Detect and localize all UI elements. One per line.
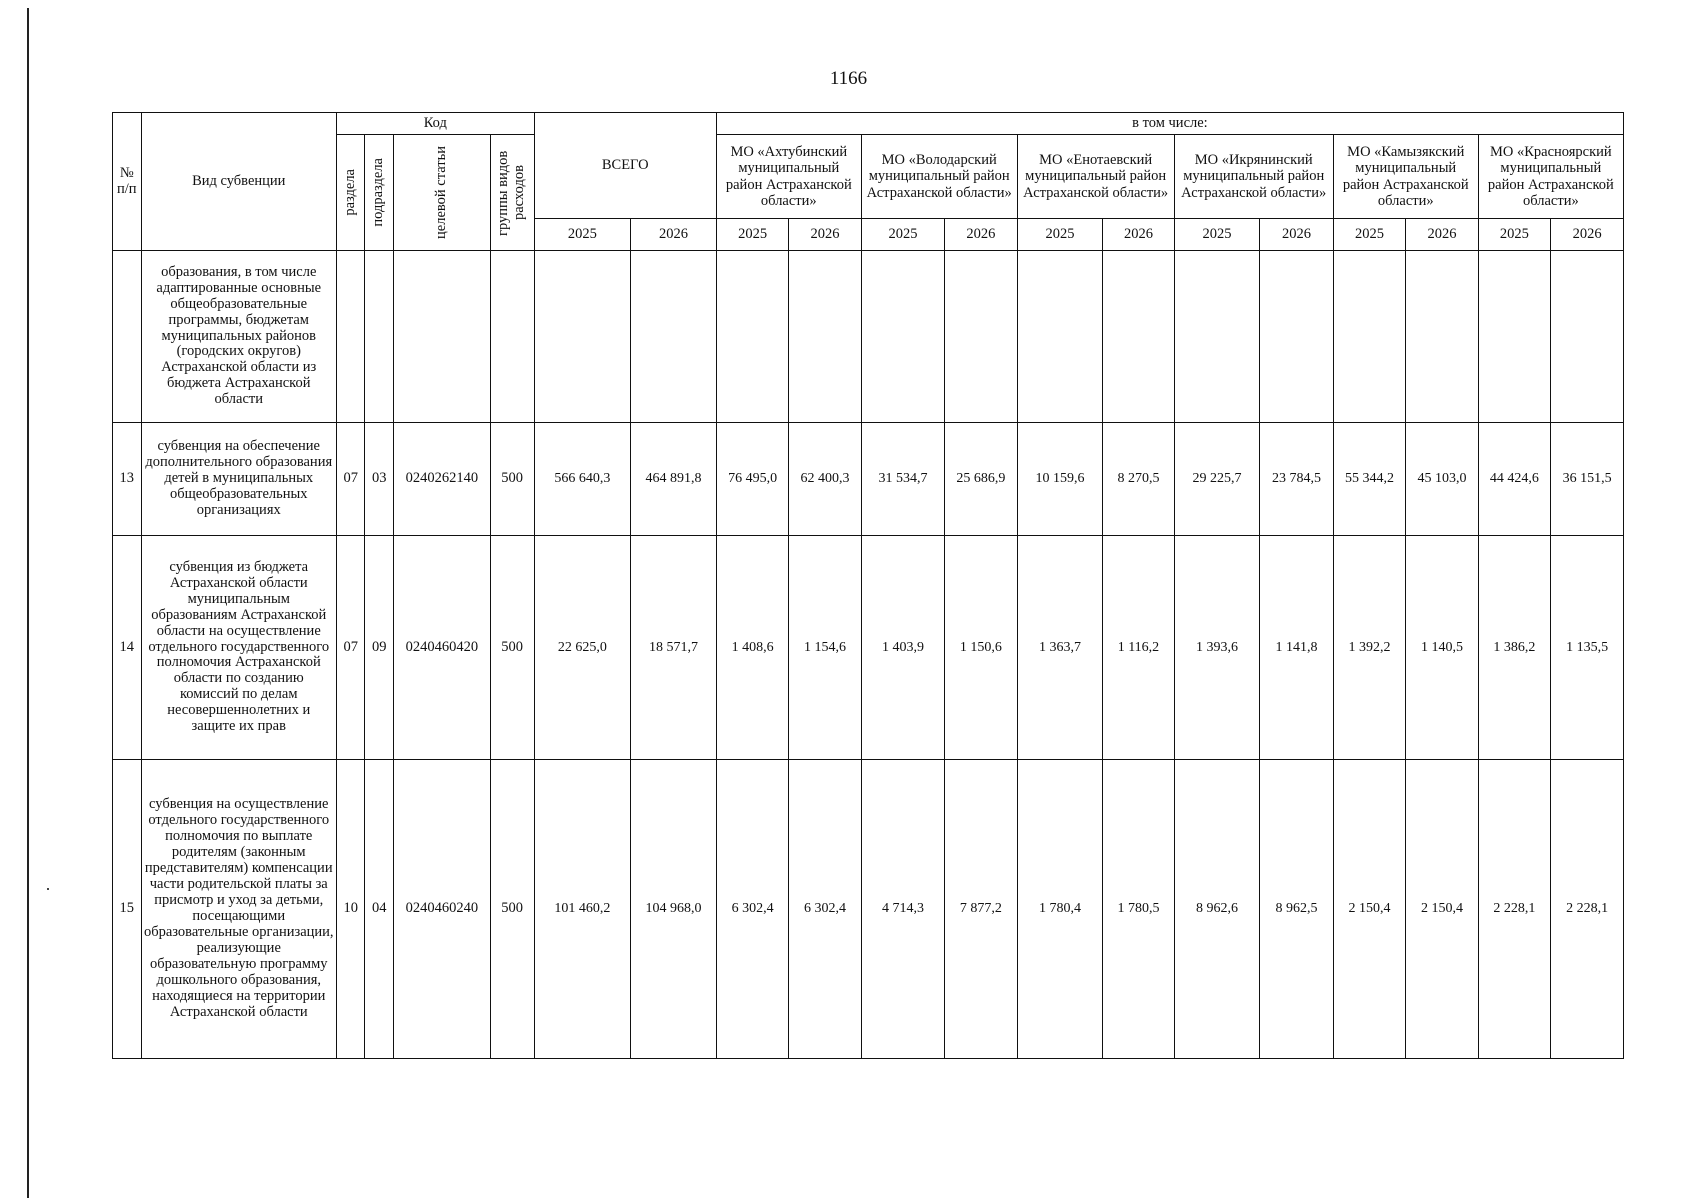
row-group: 500	[490, 536, 534, 760]
row-target: 0240262140	[394, 423, 491, 536]
header-code-target: целевой статьи	[394, 135, 491, 251]
row-target: 0240460240	[394, 760, 491, 1059]
value-cell: 10 159,6	[1017, 423, 1103, 536]
value-cell: 2 228,1	[1478, 760, 1550, 1059]
value-cell: 464 891,8	[631, 423, 717, 536]
row-no: 15	[113, 760, 142, 1059]
value-cell: 29 225,7	[1174, 423, 1260, 536]
row-section: 10	[336, 760, 365, 1059]
value-cell: 76 495,0	[716, 423, 788, 536]
value-cell: 45 103,0	[1406, 423, 1478, 536]
row-section: 07	[336, 423, 365, 536]
header-year: 2026	[1551, 219, 1624, 251]
row-no: 13	[113, 423, 142, 536]
value-cell: 8 962,6	[1174, 760, 1260, 1059]
header-including: в том числе:	[716, 113, 1623, 135]
value-cell: 18 571,7	[631, 536, 717, 760]
header-year: 2025	[861, 219, 944, 251]
value-cell: 1 140,5	[1406, 536, 1478, 760]
header-mo-enotaevsky: МО «Енотаевский муниципальный район Астраханской области»	[1017, 135, 1174, 219]
header-year: 2026	[631, 219, 717, 251]
table-row	[113, 423, 1624, 536]
value-cell: 8 962,5	[1260, 760, 1334, 1059]
header-mo-volodarsky: МО «Володарский муниципальный район Астраханской области»	[861, 135, 1017, 219]
row-group: 500	[490, 423, 534, 536]
header-code-group: группы видов расходов	[490, 135, 534, 251]
row-section: 07	[336, 536, 365, 760]
value-cell: 566 640,3	[534, 423, 631, 536]
table-row	[113, 536, 1624, 760]
header-code-subsection: подраздела	[365, 135, 394, 251]
row-name: субвенция на осуществление отдельного государственного полномочия по выплате родителям (законным представителям) компенсации части родительской платы за присмотр и уход за детьми, посещающими образовательные организации, реализующие образовательную программу дошкольного образования, находящиеся на территории Астраханской области	[141, 760, 336, 1059]
value-cell: 7 877,2	[945, 760, 1017, 1059]
value-cell: 55 344,2	[1333, 423, 1405, 536]
table-row-continuation	[113, 251, 1624, 423]
row-no: 14	[113, 536, 142, 760]
subvention-table	[112, 112, 1624, 1059]
value-cell: 1 141,8	[1260, 536, 1334, 760]
value-cell: 1 363,7	[1017, 536, 1103, 760]
row-name: субвенция из бюджета Астраханской области муниципальным образованиям Астраханской области на осуществление отдельного государственного полномочия Астраханской области по созданию комиссий по делам несовершеннолетних и защите их прав	[141, 536, 336, 760]
row-subsection: 03	[365, 423, 394, 536]
header-year: 2025	[1174, 219, 1260, 251]
row-group: 500	[490, 760, 534, 1059]
value-cell: 2 228,1	[1551, 760, 1624, 1059]
value-cell: 22 625,0	[534, 536, 631, 760]
header-year: 2025	[716, 219, 788, 251]
row-subsection: 09	[365, 536, 394, 760]
header-mo-krasnoyarsky: МО «Красноярский муниципальный район Астраханской области»	[1478, 135, 1623, 219]
value-cell: 36 151,5	[1551, 423, 1624, 536]
value-cell: 1 393,6	[1174, 536, 1260, 760]
value-cell: 6 302,4	[716, 760, 788, 1059]
row-target: 0240460420	[394, 536, 491, 760]
header-total: ВСЕГО	[534, 113, 716, 219]
value-cell: 1 116,2	[1103, 536, 1174, 760]
header-code: Код	[336, 113, 534, 135]
value-cell: 1 154,6	[789, 536, 861, 760]
binding-edge-line	[27, 8, 29, 1198]
header-year: 2026	[945, 219, 1017, 251]
header-name: Вид субвенции	[141, 113, 336, 251]
value-cell: 8 270,5	[1103, 423, 1174, 536]
value-cell: 1 780,5	[1103, 760, 1174, 1059]
header-year: 2025	[534, 219, 631, 251]
header-year: 2026	[1103, 219, 1174, 251]
value-cell: 1 386,2	[1478, 536, 1550, 760]
value-cell: 1 403,9	[861, 536, 944, 760]
value-cell: 2 150,4	[1406, 760, 1478, 1059]
value-cell: 101 460,2	[534, 760, 631, 1059]
table-row	[113, 760, 1624, 1059]
value-cell: 1 392,2	[1333, 536, 1405, 760]
header-mo-ikryaninsky: МО «Икрянинский муниципальный район Астраханской области»	[1174, 135, 1333, 219]
header-year: 2025	[1333, 219, 1405, 251]
header-mo-akhtubinsky: МО «Ахтубинский муниципальный район Астраханской области»	[716, 135, 861, 219]
row-name: образования, в том числе адаптированные основные общеобразовательные программы, бюджетам муниципальных районов (городских округов) Астраханской области из бюджета Астраханской области	[141, 251, 336, 423]
value-cell: 1 780,4	[1017, 760, 1103, 1059]
header-year: 2025	[1017, 219, 1103, 251]
header-no: № п/п	[113, 113, 142, 251]
value-cell: 1 135,5	[1551, 536, 1624, 760]
value-cell: 31 534,7	[861, 423, 944, 536]
value-cell: 1 408,6	[716, 536, 788, 760]
row-subsection: 04	[365, 760, 394, 1059]
row-name: субвенция на обеспечение дополнительного образования детей в муниципальных общеобразовательных организациях	[141, 423, 336, 536]
value-cell: 23 784,5	[1260, 423, 1334, 536]
header-mo-kamyzyaksky: МО «Камызякский муниципальный район Астраханской области»	[1333, 135, 1478, 219]
value-cell: 1 150,6	[945, 536, 1017, 760]
header-year: 2026	[1260, 219, 1334, 251]
header-year: 2026	[789, 219, 861, 251]
page-number: 1166	[829, 68, 868, 89]
header-code-section: раздела	[336, 135, 365, 251]
value-cell: 4 714,3	[861, 760, 944, 1059]
header-year: 2026	[1406, 219, 1478, 251]
header-year: 2025	[1478, 219, 1550, 251]
value-cell: 25 686,9	[945, 423, 1017, 536]
scan-speck	[47, 888, 49, 890]
value-cell: 6 302,4	[789, 760, 861, 1059]
value-cell: 104 968,0	[631, 760, 717, 1059]
value-cell: 62 400,3	[789, 423, 861, 536]
value-cell: 44 424,6	[1478, 423, 1550, 536]
value-cell: 2 150,4	[1333, 760, 1405, 1059]
